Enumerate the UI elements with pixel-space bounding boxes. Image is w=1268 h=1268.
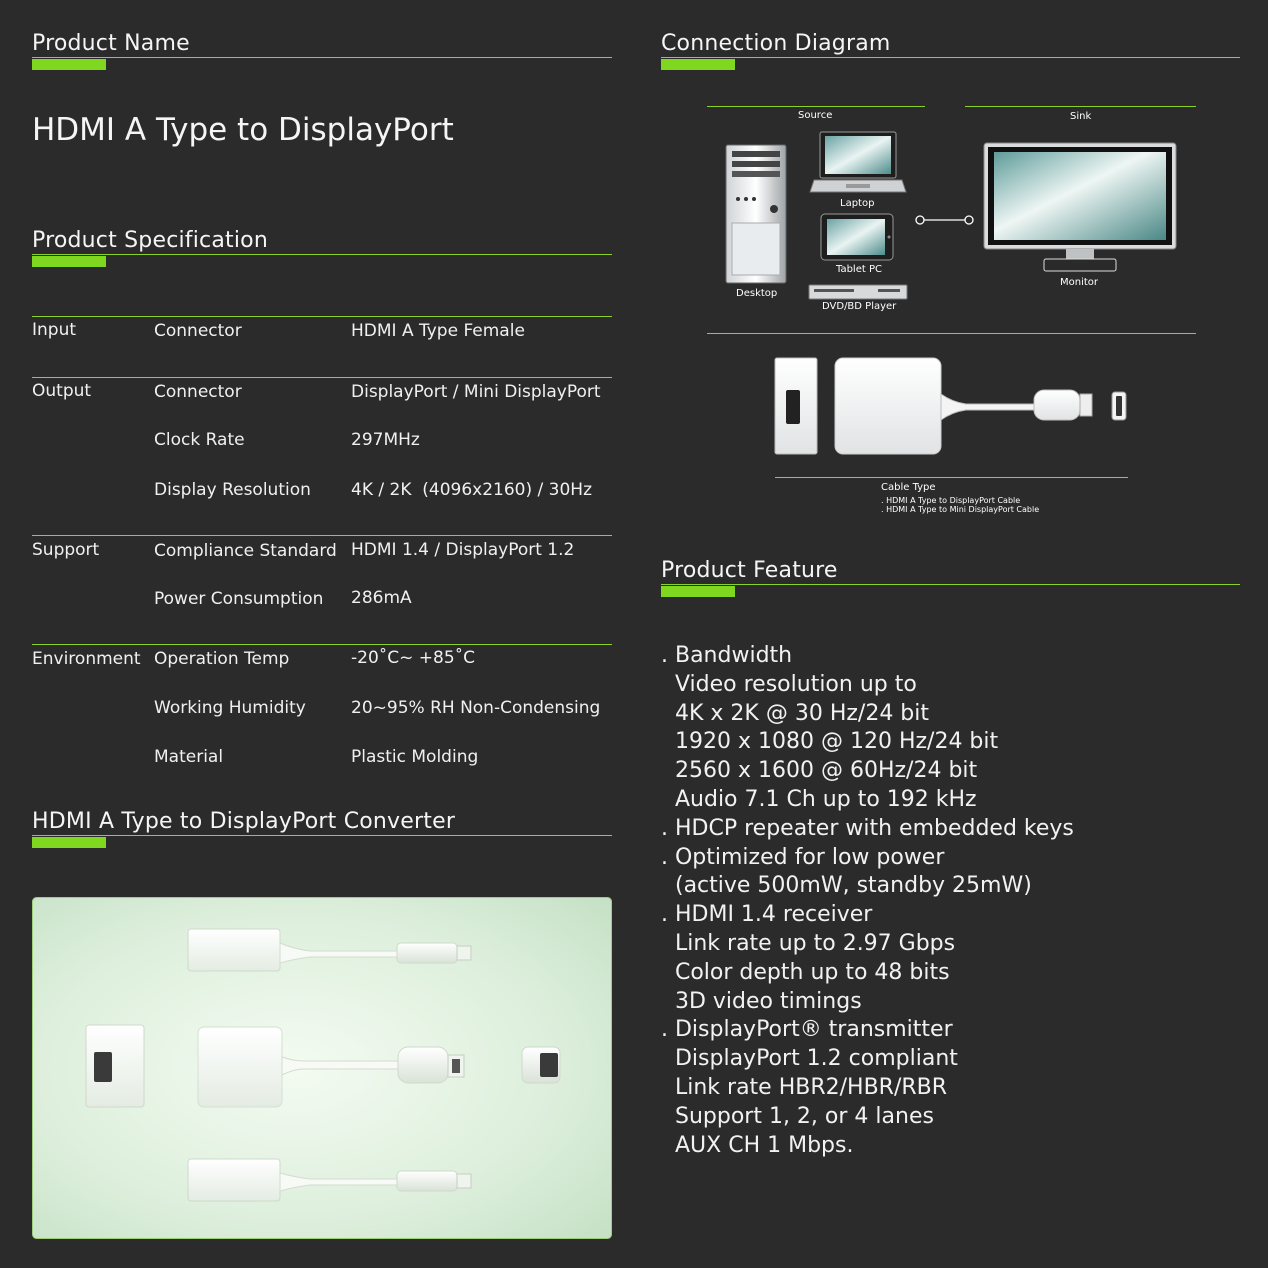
section-title-connection-diagram: Connection Diagram	[661, 31, 891, 56]
spec-group-input: Input	[32, 320, 77, 340]
spec-divider	[32, 377, 612, 378]
spec-value: -20˚C~ +85˚C	[351, 648, 476, 668]
spec-value: Plastic Molding	[351, 747, 479, 767]
product-title: HDMI A Type to DisplayPort	[32, 112, 454, 148]
diagram-label-source: Source	[798, 110, 833, 121]
feature-line: DisplayPort 1.2 compliant	[661, 1046, 958, 1072]
spec-value: DisplayPort / Mini DisplayPort	[351, 382, 601, 402]
spec-label: Working Humidity	[154, 698, 306, 718]
feature-line: AUX CH 1 Mbps.	[661, 1132, 854, 1158]
diagram-rule-middle	[707, 333, 1196, 334]
spec-label: Material	[154, 747, 224, 767]
feature-line: . HDCP repeater with embedded keys	[661, 815, 1074, 841]
section-accent-bar	[32, 59, 106, 70]
section-accent-bar	[32, 837, 106, 848]
spec-label: Display Resolution	[154, 480, 311, 500]
section-accent-bar	[32, 256, 106, 267]
spec-value: HDMI A Type Female	[351, 321, 525, 341]
spec-label: Clock Rate	[154, 430, 245, 450]
feature-line: 3D video timings	[661, 988, 862, 1014]
diagram-rule-cable	[775, 477, 1128, 478]
spec-group-environment: Environment	[32, 649, 141, 669]
spec-value: 286mA	[351, 588, 412, 608]
tablet-icon	[819, 212, 895, 262]
section-title-product-spec: Product Specification	[32, 228, 268, 253]
feature-line: 4K x 2K @ 30 Hz/24 bit	[661, 700, 930, 726]
feature-line: Support 1, 2, or 4 lanes	[661, 1103, 934, 1129]
spec-value: 297MHz	[351, 430, 420, 450]
feature-line: . Optimized for low power	[661, 844, 945, 870]
feature-line: . DisplayPort® transmitter	[661, 1017, 953, 1043]
diagram-label-sink: Sink	[1070, 111, 1092, 122]
section-rule	[661, 57, 1240, 58]
cable-illustration	[772, 354, 1134, 456]
desktop-icon	[724, 143, 788, 285]
diagram-label-dvd: DVD/BD Player	[822, 301, 897, 312]
feature-line: . HDMI 1.4 receiver	[661, 902, 873, 928]
spec-group-support: Support	[32, 540, 100, 560]
feature-list	[661, 642, 1074, 1160]
diagram-label-monitor: Monitor	[1060, 277, 1099, 288]
diagram-label-laptop: Laptop	[840, 198, 875, 209]
product-photo-illustration	[32, 897, 612, 1239]
feature-line: 1920 x 1080 @ 120 Hz/24 bit	[661, 729, 999, 755]
spec-label: Connector	[154, 321, 242, 341]
feature-line: Color depth up to 48 bits	[661, 959, 950, 985]
spec-value: HDMI 1.4 / DisplayPort 1.2	[351, 540, 575, 560]
section-rule	[32, 57, 612, 58]
diagram-rule-sink	[965, 106, 1196, 107]
monitor-icon	[982, 141, 1178, 275]
section-title-converter: HDMI A Type to DisplayPort Converter	[32, 809, 456, 834]
section-rule	[32, 254, 612, 255]
product-photo	[32, 897, 612, 1239]
spec-divider	[32, 535, 612, 536]
spec-label: Compliance Standard	[154, 541, 337, 561]
feature-line: Video resolution up to	[661, 671, 917, 697]
section-accent-bar	[661, 59, 735, 70]
diagram-label-desktop: Desktop	[736, 288, 778, 299]
feature-line: Link rate HBR2/HBR/RBR	[661, 1074, 948, 1100]
section-rule	[32, 835, 612, 836]
section-rule	[661, 584, 1240, 585]
section-accent-bar	[661, 586, 735, 597]
diagram-label-tablet: Tablet PC	[836, 264, 882, 275]
diagram-rule-source	[707, 106, 925, 107]
spec-label: Connector	[154, 382, 242, 402]
feature-line: Audio 7.1 Ch up to 192 kHz	[661, 786, 977, 812]
spec-group-output: Output	[32, 381, 92, 401]
spec-value: 20~95% RH Non-Condensing	[351, 698, 601, 718]
cable-type-item: . HDMI A Type to Mini DisplayPort Cable	[881, 505, 1040, 514]
feature-line: Link rate up to 2.97 Gbps	[661, 930, 956, 956]
section-title-product-feature: Product Feature	[661, 558, 838, 583]
spec-value: 4K / 2K (4096x2160) / 30Hz	[351, 480, 592, 500]
connection-line	[914, 213, 976, 227]
spec-label: Power Consumption	[154, 589, 324, 609]
cable-type-title: Cable Type	[881, 482, 936, 493]
spec-label: Operation Temp	[154, 649, 290, 669]
spec-divider	[32, 644, 612, 645]
feature-line: (active 500mW, standby 25mW)	[661, 873, 1032, 899]
feature-line: . Bandwidth	[661, 643, 793, 668]
section-title-product-name: Product Name	[32, 31, 190, 56]
spec-divider	[32, 316, 612, 317]
dvd-player-icon	[808, 284, 908, 300]
cable-type-item: . HDMI A Type to DisplayPort Cable	[881, 496, 1021, 505]
laptop-icon	[808, 130, 908, 196]
feature-line: 2560 x 1600 @ 60Hz/24 bit	[661, 758, 978, 784]
